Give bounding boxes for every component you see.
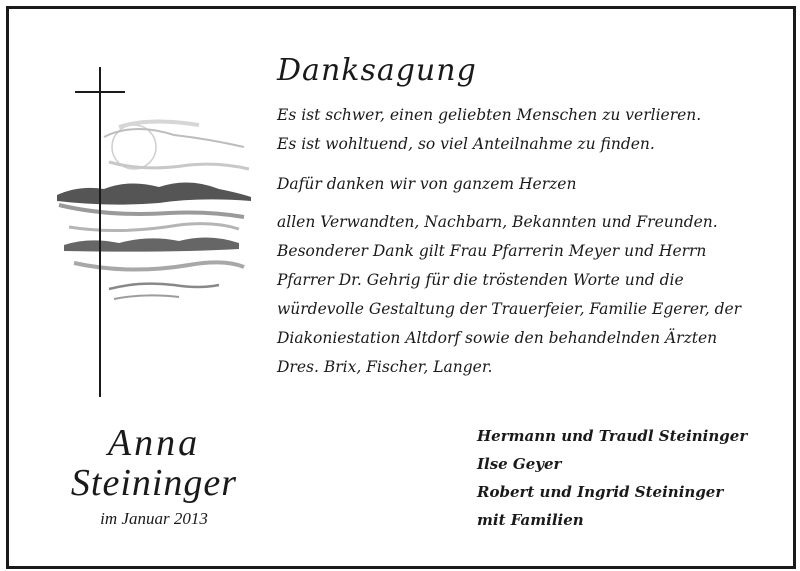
body-line: würdevolle Gestaltung der Trauerfeier, Familie Egerer, der (277, 300, 742, 318)
thanks-line: Dafür danken wir von ganzem Herzen (277, 175, 577, 193)
body-paragraph (277, 208, 741, 382)
intro-line: Es ist wohltuend, so viel Anteilnahme zu finden. (277, 135, 655, 153)
cross-landscape-illustration (49, 67, 259, 402)
deceased-last-name: Steininger (70, 462, 238, 504)
intro-line: Es ist schwer, einen geliebten Menschen zu verlieren. (277, 106, 702, 124)
body-line: allen Verwandten, Nachbarn, Bekannten und Freunden. (277, 213, 718, 231)
cross-icon (99, 67, 101, 397)
signature-line: Robert und Ingrid Steininger (477, 483, 724, 501)
obituary-card (6, 6, 796, 569)
body-line: Diakoniestation Altdorf sowie den behandelnden Ärzten (277, 329, 718, 347)
intro-paragraph (277, 101, 701, 159)
body-line: Besonderer Dank gilt Frau Pfarrerin Meyer und Herrn (277, 242, 707, 260)
hills-icon (57, 182, 251, 204)
signature-line: Hermann und Traudl Steininger (477, 427, 748, 445)
body-line: Dres. Brix, Fischer, Langer. (277, 358, 493, 376)
deceased-first-name: Anna (107, 422, 201, 464)
death-date: im Januar 2013 (100, 509, 208, 528)
body-line: Pfarrer Dr. Gehrig für die tröstenden Worte und die (277, 271, 684, 289)
heading: Danksagung (277, 53, 477, 88)
signature-line: mit Familien (477, 511, 584, 529)
signature-line: Ilse Geyer (477, 455, 562, 473)
